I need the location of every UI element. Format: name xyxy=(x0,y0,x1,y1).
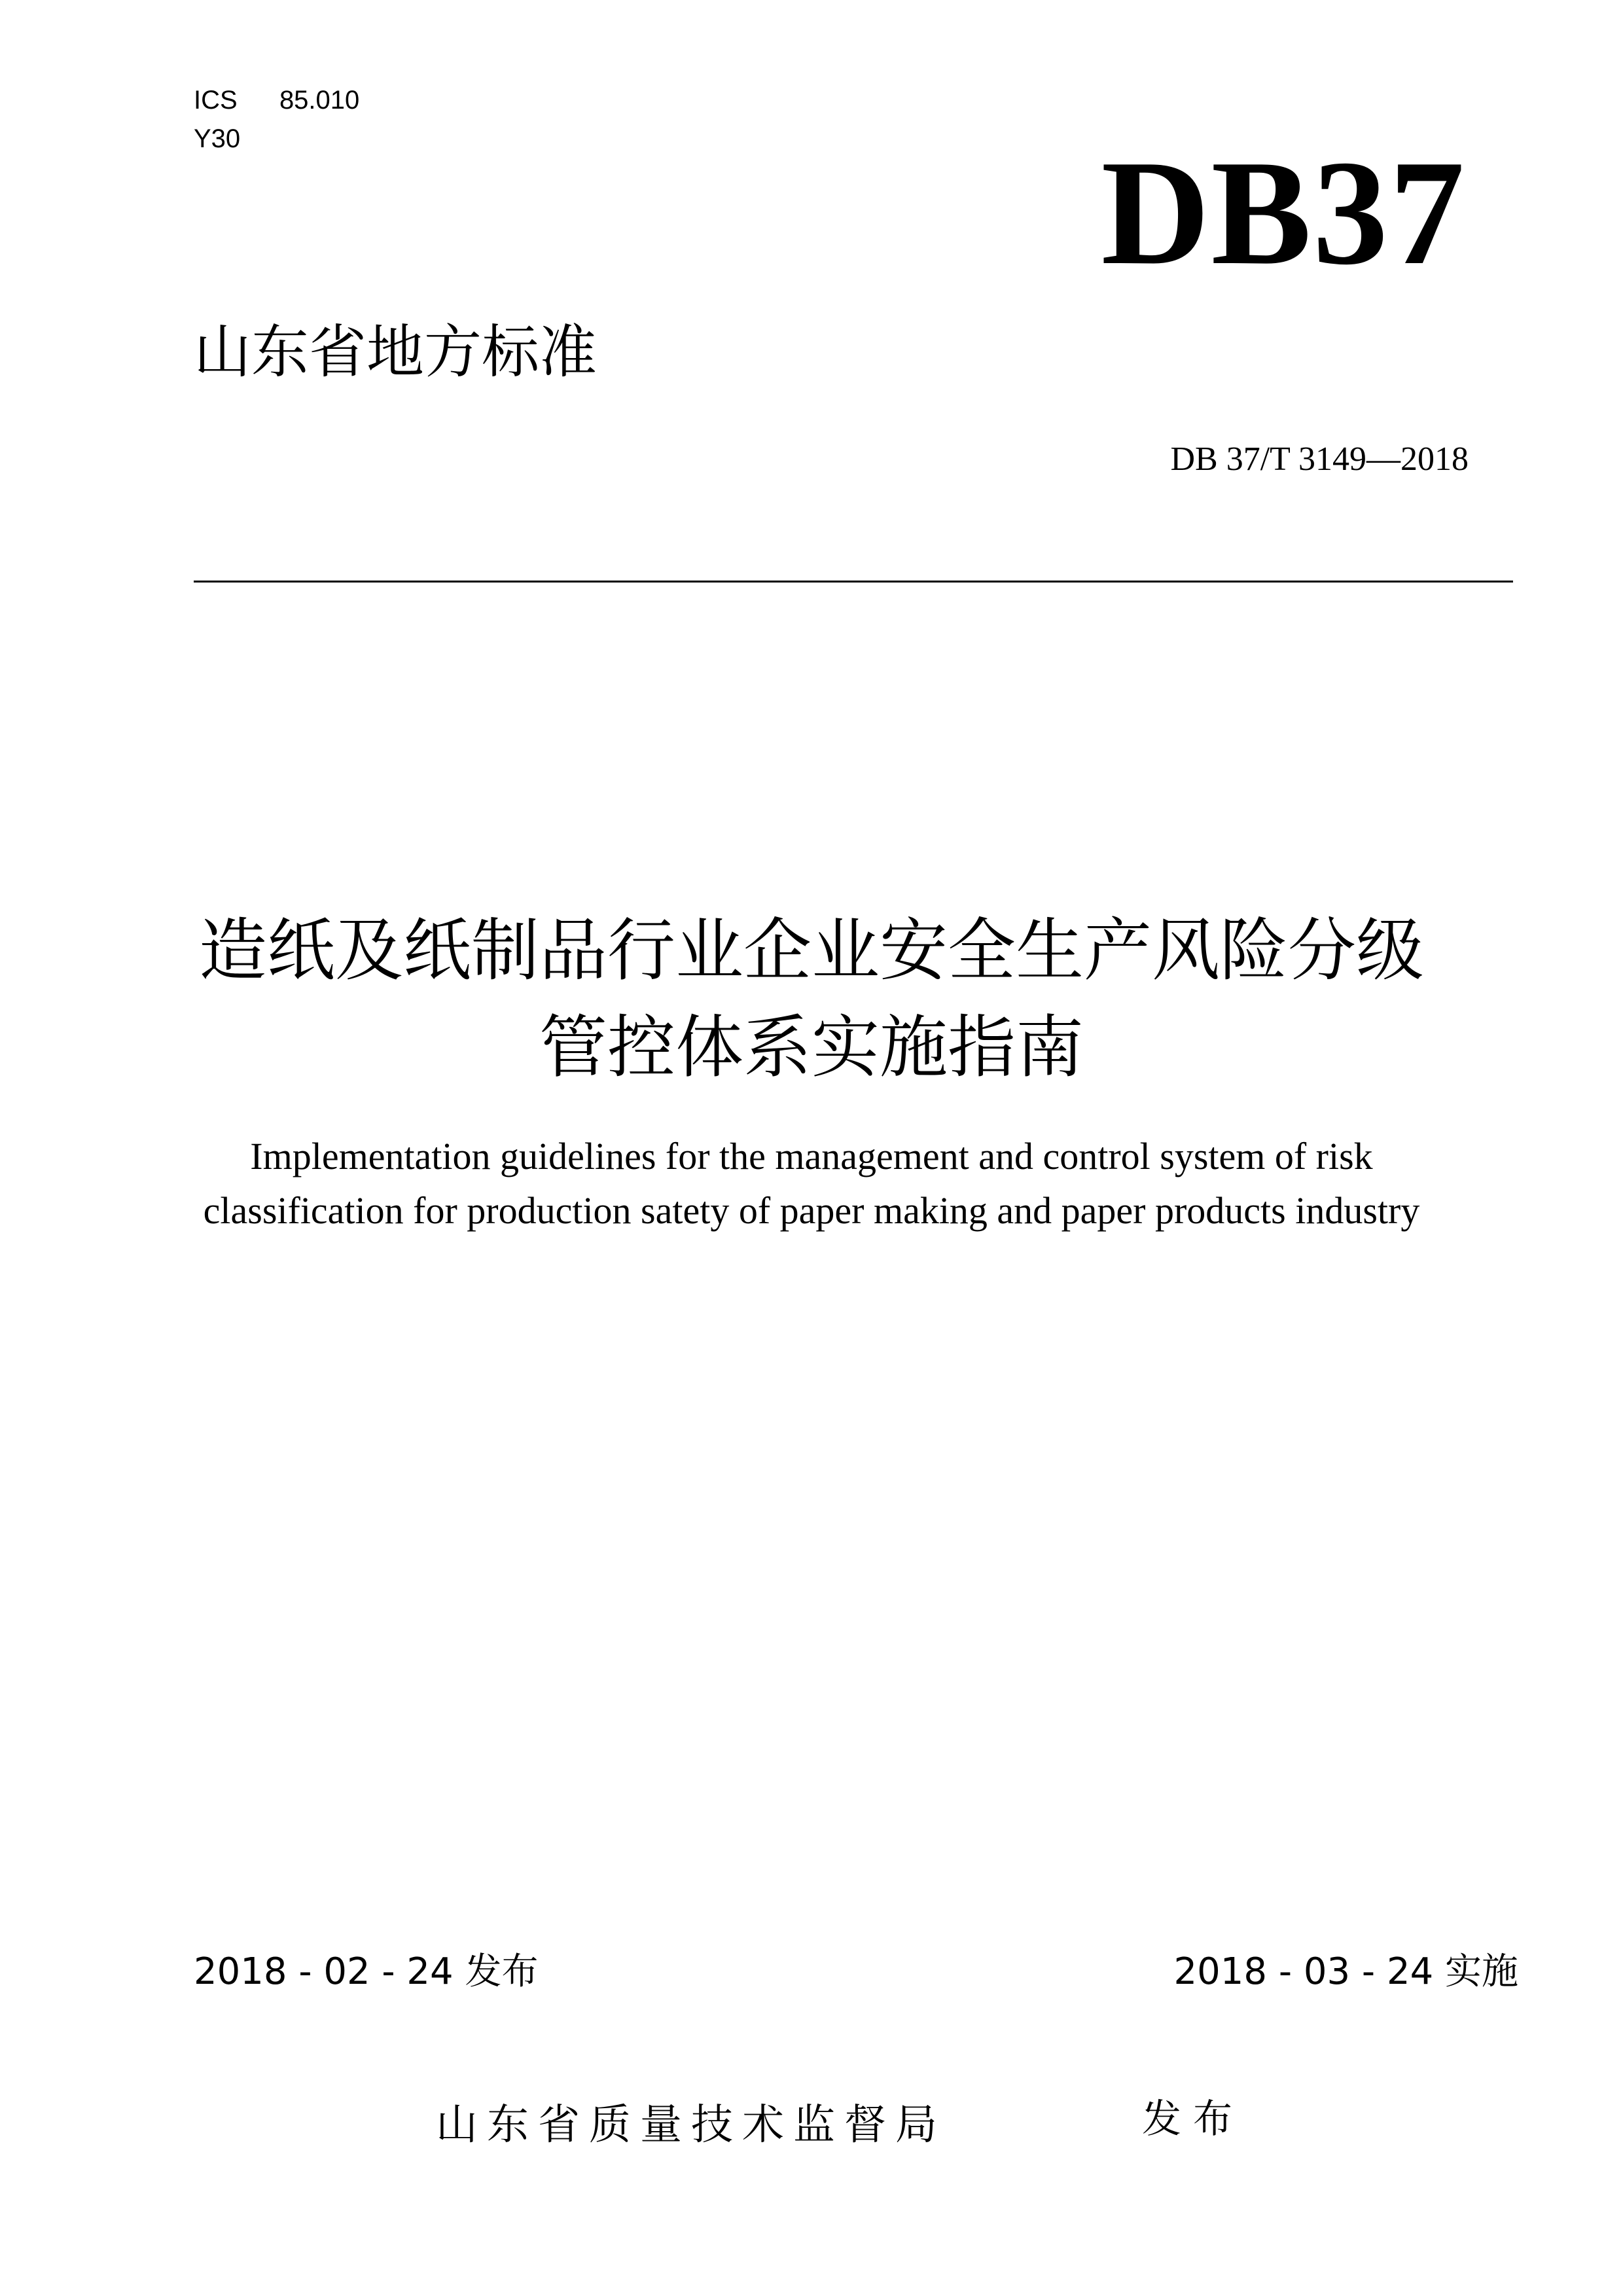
ics-code: 85.010 xyxy=(279,86,360,115)
standard-number: DB 37/T 3149—2018 xyxy=(1170,440,1469,478)
header-divider xyxy=(194,581,1513,583)
title-en-line1: Implementation guidelines for the management and control system of risk xyxy=(250,1135,1373,1177)
ics-label: ICS xyxy=(194,86,238,115)
title-zh-line2: 管控体系实施指南 xyxy=(539,1007,1084,1087)
title-zh-line1: 造纸及纸制品行业企业安全生产风险分级 xyxy=(198,910,1424,990)
title-en-line2: classification for production satety of paper making and paper products industry xyxy=(203,1189,1420,1232)
standard-mark: DB37 xyxy=(1101,129,1466,296)
implementation-date: 2018 - 03 - 24 实施 xyxy=(1173,1950,1518,1993)
publisher-name: 山东省质量技术监督局 xyxy=(436,2101,946,2149)
classification-code: Y30 xyxy=(194,124,241,153)
ics-line xyxy=(194,82,359,118)
standard-category: 山东省地方标准 xyxy=(194,318,597,386)
issue-date: 2018 - 02 - 24 发布 xyxy=(194,1950,539,1993)
publish-label: 发布 xyxy=(1142,2096,1244,2142)
